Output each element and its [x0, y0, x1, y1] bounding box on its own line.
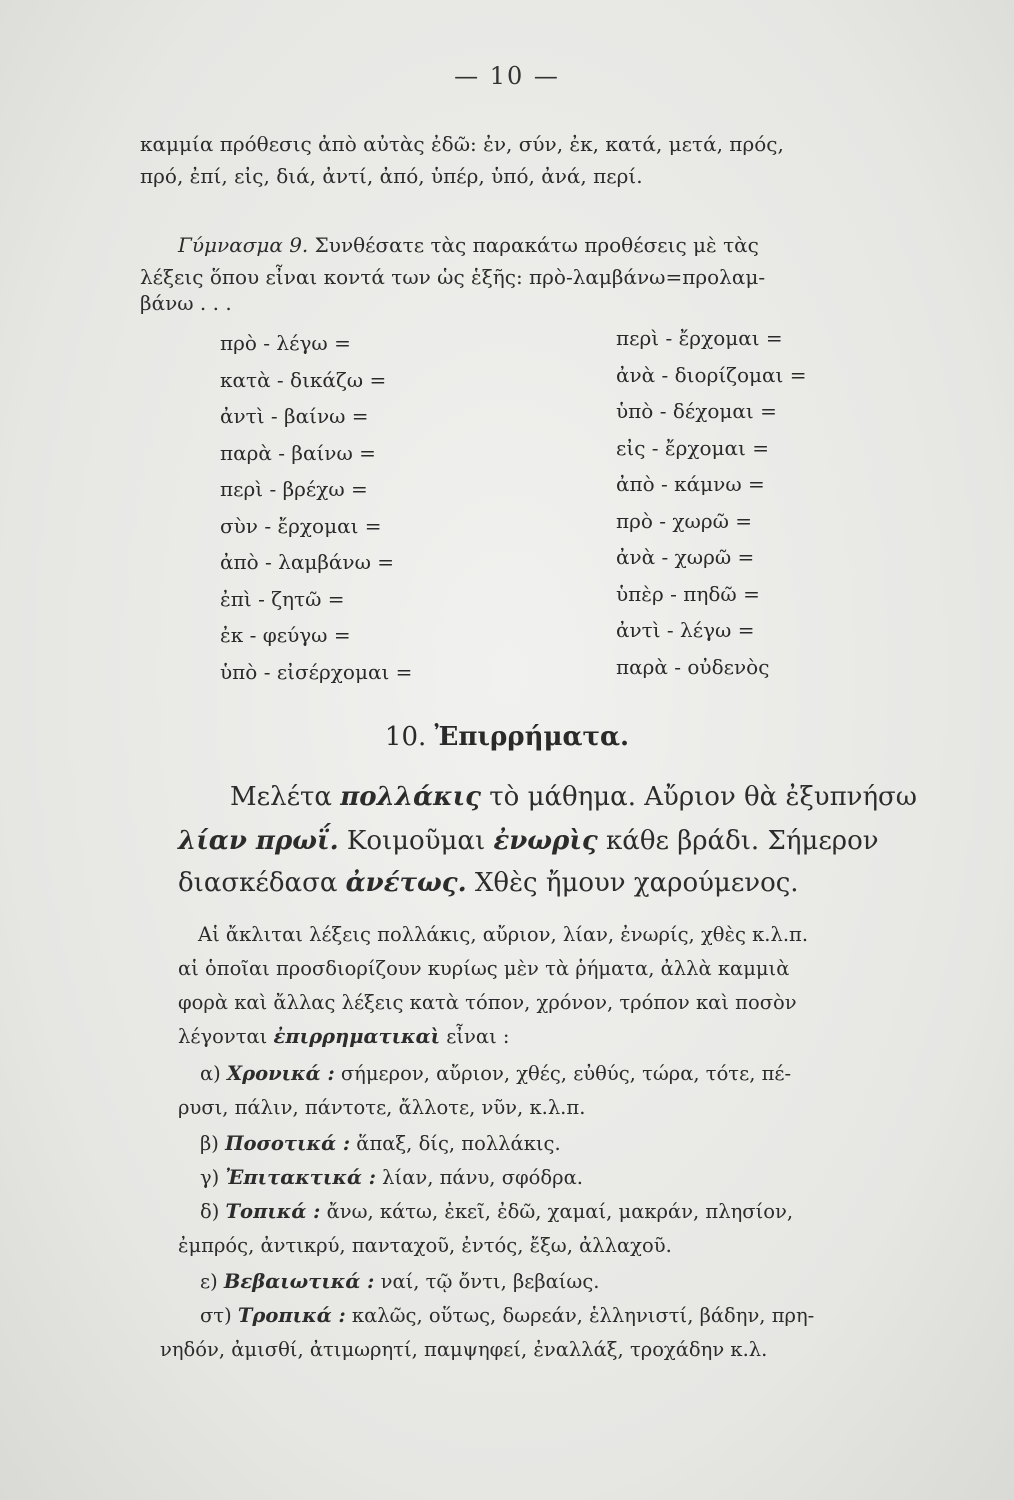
- category-label: γ): [200, 1166, 226, 1189]
- body-text: λέγονται: [178, 1025, 274, 1048]
- exercise-item: ἀντὶ - λέγω =: [616, 618, 755, 642]
- exercise-title: Γύμνασμα 9.: [178, 233, 309, 257]
- category-title: Βεβαιωτικά :: [223, 1270, 375, 1293]
- category-text: ἄνω, κάτω, ἐκεῖ, ἐδῶ, χαμαί, μακράν, πλησίον,: [320, 1200, 794, 1223]
- category-text: καλῶς, οὕτως, δωρεάν, ἑλληνιστί, βάδην, πρη-: [345, 1304, 815, 1327]
- body-text: εἶναι :: [440, 1025, 510, 1048]
- exercise-item: ἀπὸ - λαμβάνω =: [220, 550, 394, 574]
- exercise-item: ἀνὰ - διορίζομαι =: [616, 362, 807, 387]
- category-chronika: [200, 1062, 791, 1085]
- category-title: Τροπικά :: [237, 1304, 346, 1327]
- exercise-item: κατὰ - δικάζω =: [220, 367, 387, 392]
- example-line-3: [178, 868, 799, 898]
- category-topika: [200, 1200, 793, 1223]
- category-label: δ): [200, 1200, 226, 1223]
- example-text: κάθε βράδι. Σήμερον: [597, 826, 879, 856]
- exercise-item: πρὸ - χωρῶ =: [616, 508, 753, 533]
- category-text: λίαν, πάνυ, σφόδρα.: [375, 1166, 583, 1189]
- exercise-item: ὑπὸ - εἰσέρχομαι =: [220, 659, 413, 684]
- section-number: 10.: [384, 722, 427, 752]
- example-adverb: λίαν πρωΐ.: [178, 826, 339, 856]
- example-text: Χθὲς ἤμουν χαρούμενος.: [466, 868, 799, 898]
- example-text: διασκέδασα: [178, 868, 346, 898]
- category-text: ναί, τῷ ὄντι, βεβαίως.: [374, 1270, 600, 1293]
- category-vevaiotika: [200, 1270, 599, 1293]
- body-line-4: [178, 1025, 509, 1048]
- exercise-item: ὑπὲρ - πηδῶ =: [616, 581, 760, 606]
- category-label: ε): [200, 1270, 224, 1293]
- example-text: Κοιμοῦμαι: [338, 826, 494, 856]
- exercise-item: πρὸ - λέγω =: [220, 331, 351, 355]
- example-line-1: [230, 782, 917, 812]
- exercise-left-column: [220, 325, 412, 690]
- body-line-1: Αἱ ἄκλιται λέξεις πολλάκις, αὔριον, λίαν, ἐνωρίς, χθὲς κ.λ.π.: [198, 923, 809, 946]
- category-posotika: [200, 1132, 561, 1155]
- body-line-2: αἱ ὁποῖαι προσδιορίζουν κυρίως μὲν τὰ ῥήματα, ἀλλὰ καμμιὰ: [178, 957, 790, 980]
- exercise-item: ἐκ - φεύγω =: [220, 623, 351, 647]
- category-text: σήμερον, αὔριον, χθές, εὐθύς, τώρα, τότε, πέ-: [334, 1062, 792, 1085]
- exercise-item: ἐπὶ - ζητῶ =: [220, 586, 345, 611]
- category-label: α): [200, 1062, 227, 1085]
- category-label: στ): [200, 1304, 238, 1327]
- example-adverb: ἐνωρὶς: [493, 826, 598, 856]
- section-title: Ἐπιρρήματα.: [434, 722, 630, 752]
- category-text: ἅπαξ, δίς, πολλάκις.: [350, 1132, 561, 1155]
- example-line-2: [178, 826, 879, 856]
- page-number: — 10 —: [454, 62, 560, 90]
- intro-line-4: λέξεις ὅπου εἶναι κοντά των ὡς ἑξῆς: πρὸ-λαμβάνω=προλαμ-: [140, 265, 766, 289]
- exercise-item: ἀντὶ - βαίνω =: [220, 404, 369, 428]
- exercise-item: παρὰ - βαίνω =: [220, 440, 376, 465]
- exercise-right-column: [616, 320, 807, 685]
- category-title: Χρονικά :: [226, 1062, 335, 1085]
- intro-line-5: βάνω . . .: [140, 291, 232, 315]
- exercise-item: σὺν - ἔρχομαι =: [220, 513, 382, 538]
- exercise-item: ἀπὸ - κάμνω =: [616, 472, 765, 496]
- category-label: β): [200, 1132, 226, 1155]
- exercise-item: παρὰ - οὐδενὸς: [616, 654, 770, 679]
- intro-line-1: καμμία πρόθεσις ἀπὸ αὐτὰς ἐδῶ: ἐν, σύν, ἐκ, κατά, μετά, πρός,: [140, 132, 784, 156]
- category-title: Ἐπιτακτικά :: [225, 1166, 376, 1189]
- section-heading: [0, 722, 1014, 752]
- intro-line-2: πρό, ἐπί, εἰς, διά, ἀντί, ἀπό, ὑπέρ, ὑπό, ἀνά, περί.: [140, 164, 643, 188]
- exercise-item: ὑπὸ - δέχομαι =: [616, 399, 777, 423]
- exercise-intro-line: [178, 233, 759, 257]
- category-chronika-cont: ρυσι, πάλιν, πάντοτε, ἄλλοτε, νῦν, κ.λ.π.: [178, 1096, 586, 1119]
- category-tropika: [200, 1304, 814, 1327]
- example-text: Μελέτα: [230, 782, 341, 812]
- category-title: Ποσοτικά :: [225, 1132, 351, 1155]
- example-adverb: ἀνέτως.: [345, 868, 467, 898]
- category-topika-cont: ἐμπρός, ἀντικρύ, πανταχοῦ, ἐντός, ἔξω, ἀλλαχοῦ.: [178, 1234, 672, 1257]
- exercise-instruction: Συνθέσατε τὰς παρακάτω προθέσεις μὲ τὰς: [314, 233, 759, 257]
- example-text: τὸ μάθημα. Αὔριον θὰ ἐξυπνήσω: [481, 782, 917, 812]
- category-title: Τοπικά :: [225, 1200, 321, 1223]
- category-epitaktika: [200, 1166, 583, 1189]
- exercise-item: ἀνὰ - χωρῶ =: [616, 545, 755, 569]
- category-tropika-cont: νηδόν, ἀμισθί, ἀτιμωρητί, παμψηφεί, ἐναλλάξ, τροχάδην κ.λ.: [160, 1338, 768, 1361]
- example-adverb: πολλάκις: [340, 782, 481, 812]
- exercise-item: περὶ - ἔρχομαι =: [616, 326, 783, 350]
- body-line-3: φορὰ καὶ ἄλλας λέξεις κατὰ τόπον, χρόνον, τρόπον καὶ ποσὸν: [178, 991, 797, 1014]
- body-term: ἐπιρρηματικαὶ: [273, 1025, 441, 1048]
- exercise-item: εἰς - ἔρχομαι =: [616, 435, 769, 460]
- exercise-item: περὶ - βρέχω =: [220, 477, 368, 501]
